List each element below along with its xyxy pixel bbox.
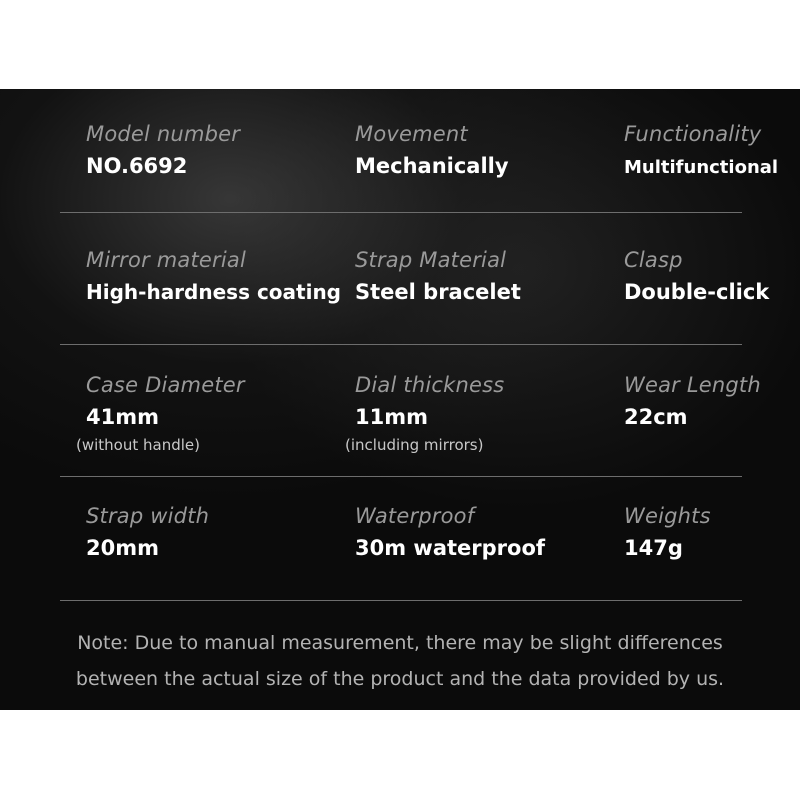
spec-value: Mechanically (355, 154, 509, 178)
spec-cell-functionality (624, 124, 778, 177)
spec-cell-clasp (624, 250, 769, 303)
spec-label: Weights (624, 504, 711, 528)
spec-panel (0, 89, 800, 710)
spec-cell-strap-material (355, 250, 521, 303)
measurement-note: Note: Due to manual measurement, there may be slight differences between the actual size of the product and the data provided by us. (75, 632, 725, 690)
spec-label: Wear Length (624, 373, 761, 397)
spec-cell-mirror-material (86, 250, 341, 302)
spec-value: 147g (624, 536, 683, 560)
spec-label: Strap width (86, 504, 210, 528)
spec-cell-weights (624, 506, 711, 559)
divider (60, 344, 742, 345)
spec-cell-movement (355, 124, 509, 177)
divider (60, 476, 742, 477)
spec-value: 11mm (355, 405, 428, 429)
spec-label: Clasp (624, 248, 683, 272)
spec-label: Strap Material (355, 248, 507, 272)
spec-value: 30m waterproof (355, 536, 546, 560)
spec-label: Movement (355, 122, 468, 146)
spec-note: (including mirrors) (345, 436, 484, 454)
spec-cell-wear-length (624, 375, 761, 428)
spec-label: Case Diameter (86, 373, 245, 397)
spec-value: 22cm (624, 405, 688, 429)
spec-cell-waterproof (355, 506, 545, 559)
spec-value: NO.6692 (86, 154, 188, 178)
divider (60, 600, 742, 601)
spec-note: (without handle) (76, 436, 200, 454)
spec-value: Multifunctional (624, 157, 779, 178)
spec-label: Dial thickness (355, 373, 505, 397)
spec-cell-strap-width (86, 506, 209, 559)
spec-label: Mirror material (86, 248, 247, 272)
spec-label: Functionality (624, 122, 762, 146)
spec-cell-model-number (86, 124, 240, 177)
divider (60, 212, 742, 213)
spec-label: Model number (86, 122, 241, 146)
spec-value: Double-click (624, 280, 770, 304)
spec-cell-dial-thickness (355, 375, 504, 428)
spec-value: 41mm (86, 405, 159, 429)
spec-value: High-hardness coating (86, 280, 341, 304)
spec-cell-case-diameter (86, 375, 245, 428)
spec-value: 20mm (86, 536, 159, 560)
spec-value: Steel bracelet (355, 280, 521, 304)
spec-label: Waterproof (355, 504, 475, 528)
